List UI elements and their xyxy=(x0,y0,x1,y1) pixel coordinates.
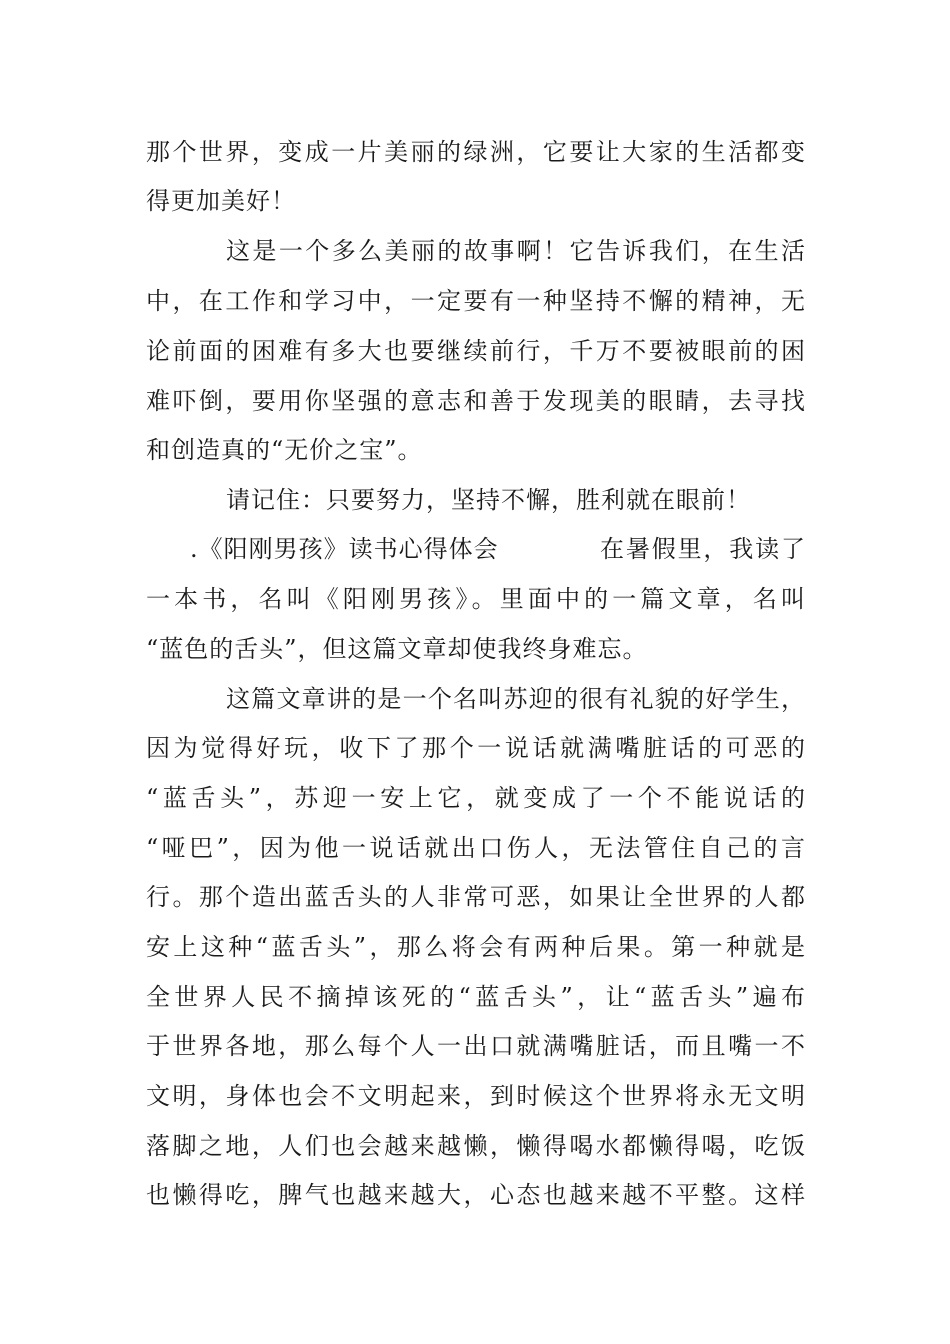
text-line: 难吓倒，要用你坚强的意志和善于发现美的眼睛，去寻找 xyxy=(146,387,806,415)
text-line: 那个世界，变成一片美丽的绿洲，它要让大家的生活都变 xyxy=(146,138,806,166)
text-line: 这是一个多么美丽的故事啊！它告诉我们，在生活 xyxy=(226,237,806,265)
text-line: 论前面的困难有多大也要继续前行，千万不要被眼前的困 xyxy=(146,337,806,365)
text-line: 请记住：只要努力，坚持不懈，胜利就在眼前！ xyxy=(226,486,751,514)
text-line: 一本书，名叫《阳刚男孩》。里面中的一篇文章，名叫 xyxy=(146,585,806,613)
text-line: 和创造真的“无价之宝”。 xyxy=(146,436,423,464)
text-line: “蓝色的舌头”，但这篇文章却使我终身难忘。 xyxy=(146,635,648,663)
text-line: 安上这种“蓝舌头”，那么将会有两种后果。第一种就是 xyxy=(146,933,806,961)
text-line: 也懒得吃，脾气也越来越大，心态也越来越不平整。这样 xyxy=(146,1181,806,1209)
text-line: 文明，身体也会不文明起来，到时候这个世界将永无文明 xyxy=(146,1082,806,1110)
text-line: 因为觉得好玩，收下了那个一说话就满嘴脏话的可恶的 xyxy=(146,734,806,762)
text-line: 中，在工作和学习中，一定要有一种坚持不懈的精神，无 xyxy=(146,287,806,315)
text-line: “蓝舌头”，苏迎一安上它，就变成了一个不能说话的 xyxy=(146,784,806,812)
text-line: “哑巴”，因为他一说话就出口伤人，无法管住自己的言 xyxy=(146,834,806,862)
text-line: 得更加美好！ xyxy=(146,187,296,215)
text-line: 行。那个造出蓝舌头的人非常可恶，如果让全世界的人都 xyxy=(146,883,806,911)
text-line: 于世界各地，那么每个人一出口就满嘴脏话，而且嘴一不 xyxy=(146,1032,806,1060)
text-line: 在暑假里，我读了 xyxy=(600,535,806,563)
text-line: 落脚之地，人们也会越来越懒，懒得喝水都懒得喝，吃饭 xyxy=(146,1132,806,1160)
text-line: 全世界人民不摘掉该死的“蓝舌头”，让“蓝舌头”遍布 xyxy=(146,983,806,1011)
text-line: 这篇文章讲的是一个名叫苏迎的很有礼貌的好学生， xyxy=(226,685,806,713)
section-heading: .《阳刚男孩》读书心得体会 xyxy=(190,535,499,563)
